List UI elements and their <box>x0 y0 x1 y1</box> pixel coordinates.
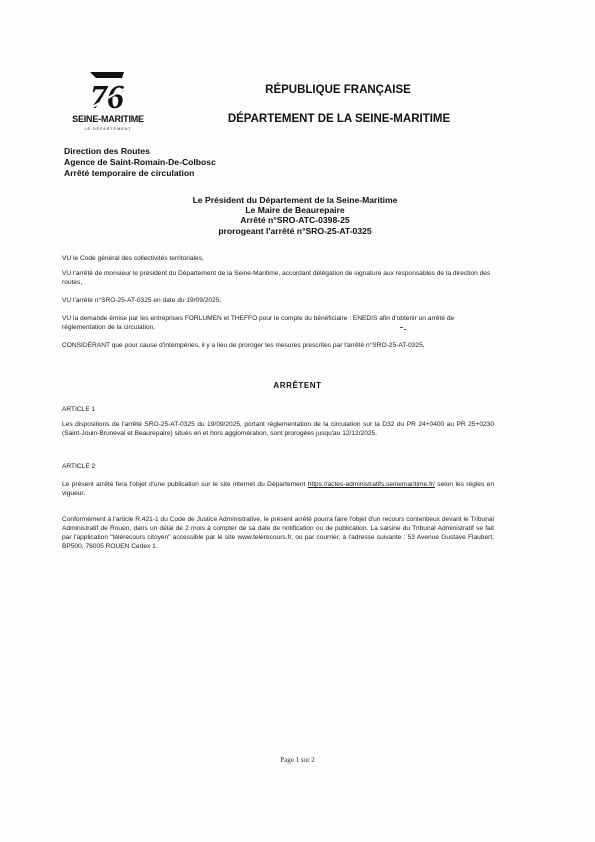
publication-link[interactable]: https://actes-administratifs.seinemaritime.fr/ <box>307 481 435 488</box>
logo-name: SEINE-MARITIME <box>72 114 144 124</box>
president-block <box>150 195 440 236</box>
scan-artifact <box>404 329 406 330</box>
president-line: Le Président du Département de la Seine-Maritime <box>192 195 398 205</box>
agence-line: Agence de Saint-Romain-De-Colbosc <box>64 157 216 167</box>
page-number: Page 1 sur 2 <box>280 756 315 764</box>
departement-heading: DÉPARTEMENT DE LA SEINE-MARITIME <box>227 113 451 125</box>
arretent-heading: ARRÊTENT <box>273 381 322 390</box>
department-logo <box>72 68 144 138</box>
direction-line: Direction des Routes <box>64 146 150 156</box>
direction-block <box>64 146 216 179</box>
vu-code-paragraph: VU le Code général des collectivités territoriales, <box>62 255 204 262</box>
arrete-type-line: Arrêté temporaire de circulation <box>64 168 195 178</box>
logo-tagline: LE DÉPARTEMENT <box>84 126 132 131</box>
article-1-title: ARTICLE 1 <box>62 406 96 413</box>
article-2-text <box>62 480 494 498</box>
scan-artifact <box>400 327 403 328</box>
recours-paragraph: Conformément à l'article R.421-1 du Code de Justice Administrative, le présent arrêté pourra faire l'objet d'un recours contentieux devant le Tribunal Administratif de Rouen, dans un délai de 2 mois à compter de sa date de notification ou de publication. La saisine du Tribunal Administratif se fait par l'application "télérecours citoyen" accessible par le site www.telerecours.fr, ou par courrier, à l'adresse suivante : 53 Avenue Gustave Flaubert, BP500, 76005 ROUEN Cedex 1. <box>62 516 494 550</box>
considerant-paragraph: CONSIDÉRANT que pour cause d'intempéries, il y a lieu de proroger les mesures prescrites par l'arrêté n°SRO-25-AT-0325, <box>62 342 425 349</box>
republique-heading: RÉPUBLIQUE FRANÇAISE <box>265 84 411 96</box>
article-2-text-after: selon les règles en vigueur. <box>62 481 494 497</box>
article-2-title: ARTICLE 2 <box>62 463 96 470</box>
arrete-number: Arrêté n°SRO-ATC-0398-25 <box>240 215 350 226</box>
article-2-text-before: Le présent arrêté fera l'objet d'une publication sur le site internet du Département <box>62 481 308 488</box>
maire-line: Le Maire de Beaurepaire <box>245 205 345 216</box>
logo-number: 76 <box>90 79 124 114</box>
vu-arrete-paragraph: VU l'arrêté n°SRO-25-AT-0325 en date du 19/09/2025, <box>62 297 222 304</box>
seine-maritime-76-logo-icon <box>84 68 130 114</box>
vu-demande-paragraph: VU la demande émise par les entreprises FORLUMEN et THEFFO pour le compte du bénéficiaire : ENEDIS afin d'obtenir un arrêté de réglementation de la circulation, <box>62 315 455 331</box>
prorogation-line: prorogeant l'arrêté n°SRO-25-AT-0325 <box>218 225 372 236</box>
article-1-text: Les dispositions de l'arrêté SRO-25-AT-0325 du 19/09/2025, portant réglementation de la circulation sur la D32 du PR 24+0400 au PR 25+0230 (Saint-Jouin-Bruneval et Beaurepaire) situés en et hors agglomération, sont prorogées jusqu'au 12/12/2025. <box>62 421 494 437</box>
vu-delegation-paragraph: VU l'arrêté de monsieur le président du Département de la Seine-Maritime, accordant délégation de signature aux responsables de la direction des routes, <box>62 270 491 286</box>
